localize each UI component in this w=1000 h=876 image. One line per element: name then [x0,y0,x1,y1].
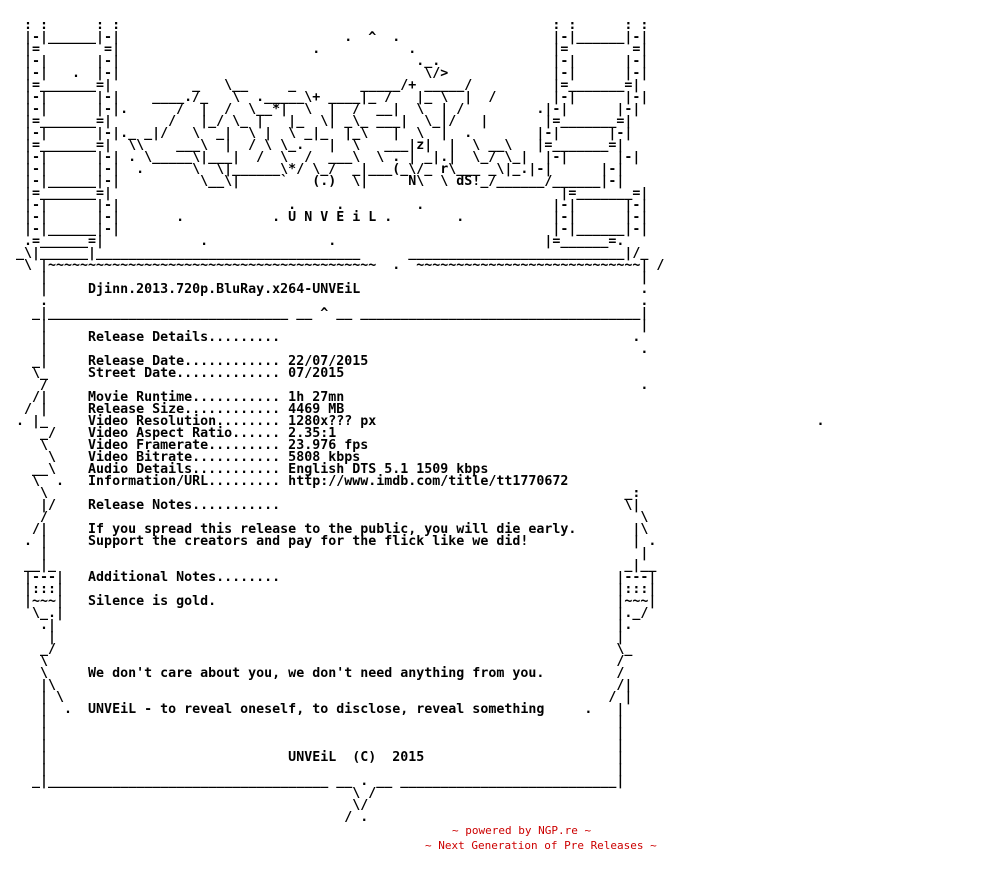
nfo-line: _/ Video Aspect Ratio...... 2.35:1 [16,426,337,441]
nfo-line: /| If you spread this release to the public, you will die early. |\ [16,522,649,537]
nfo-line: |-| |-| . . . |-| |-| [16,198,649,213]
nfo-line: |-| |-| . \ \|______\*/ \_/ _|___(_\/_ r\___ _\|_.|-| |-| [16,162,625,177]
footer-powered-by: ~ powered by NGP.re ~ [452,824,592,837]
nfo-line: |=_______=| \\ ___\ | / \ \_. | \ ___|z| | \ __\ |=_______=| [16,138,625,153]
nfo-line: | . UNVEiL - to reveal oneself, to disclose, reveal something . | [16,702,625,717]
nfo-line: |-| |-|._ _|/ \ _| \ | \ _|_ |_\ | \ | . |-| |-| [16,126,633,141]
nfo-line: \ Video Framerate......... 23.976 fps [16,438,369,453]
nfo-line: | | [16,630,625,645]
nfo-line: \ _: [16,486,641,501]
nfo-line: \/ [16,798,369,813]
nfo-line: | | [16,318,649,333]
nfo-line: | Djinn.2013.720p.BluRay.x264-UNVEiL . [16,282,649,297]
nfo-line: _/ \_ [16,642,633,657]
nfo-line: | Release Details......... . [16,330,641,345]
nfo-line: | | [16,546,649,561]
footer-tagline: ~ Next Generation of Pre Releases ~ [425,839,657,852]
nfo-line: |-|______|-| \__\| ` (.) \| N\ \ dS!_/______/______|-| [16,174,625,189]
nfo-line: |=_______=| |=_______=| [16,186,649,201]
nfo-line: |-|______|-| . ^ . |-|______|-| [16,30,649,45]
nfo-line: | | [16,738,625,753]
nfo-line: |= =| . . |= =| [16,42,649,57]
nfo-line: |~~~| Silence is gold. |~~~| [16,594,657,609]
nfo-line: |-| |-|. / | / \__*| \ | / __| \ | / .|-| |-| [16,102,641,117]
nfo-line: \ / [16,654,625,669]
nfo-line: \ We don't care about you, we don't need anything from you. / [16,666,625,681]
nfo-line: |-| |-| . . U N V E i L . . |-| |-| [16,210,649,225]
nfo-line: | UNVEiL (C) 2015 | [16,750,625,765]
nfo-line: _|______________________________ __ ^ __ ___________________________________| [16,306,649,321]
nfo-line: _| Release Date............ 22/07/2015 [16,354,369,369]
nfo-line: \ / [16,786,377,801]
nfo-line: . |_ Video Resolution........ 1280x??? px . [16,414,825,429]
nfo-line: \_ Street Date............. 07/2015 [16,366,345,381]
nfo-line: / . [16,810,369,825]
nfo-line: \_.| |._/ [16,606,649,621]
nfo-line: __|_ _|__ [16,558,657,573]
nfo-line: . . [16,294,649,309]
nfo-line: |-| |-| ____./_ \ ._____\+ ____|_ / |_ \ | / |-| |-| [16,90,649,105]
nfo-line: . | Support the creators and pay for the flick like we did! | . [16,534,657,549]
nfo-line: | . [16,342,649,357]
nfo-line: | | [16,714,625,729]
nfo-line: |=_______=| _ \__ _ _____/+ _____/ |=_______=| [16,78,641,93]
nfo-line: _\|______|_________________________________ ___________________________|/_ [16,246,649,261]
nfo-line: | \ / | [16,690,633,705]
nfo-line: __\ Audio Details........... English DTS 5.1 1509 kbps [16,462,489,477]
nfo-line: \ Video Bitrate........... 5808 kbps [16,450,361,465]
nfo-line: \ |~~~~~~~~~~~~~~~~~~~~~~~~~~~~~~~~~~~~~~~~~ . ~~~~~~~~~~~~~~~~~~~~~~~~~~~~| / [16,258,665,273]
nfo-line: .| |. [16,618,633,633]
nfo-line: |-| |-| ._. |-| |-| [16,54,649,69]
nfo-line: |-| . |-| \/> |-| |-| [16,66,649,81]
nfo-line: .=______=| . . |=______=. [16,234,625,249]
nfo-line: / | Release Size............ 4469 MB [16,402,345,417]
nfo-line: |/ Release Notes........... \| [16,498,641,513]
nfo-line: |:::| |:::| [16,582,657,597]
nfo-line: | | [16,726,625,741]
nfo-line: |-| |-| . \_____\|___| / \ / ___\ \ . | _|.| \_/ \_| |-| |-| [16,150,641,165]
nfo-line: / . [16,378,649,393]
nfo-line: |---| Additional Notes........ |---| [16,570,657,585]
nfo-line: |-|______|-| |-|______|-| [16,222,649,237]
nfo-line: |=_______=| / |_/ \_ | |_ \| _\_ ___| \_|/ | |=_______=| [16,114,633,129]
nfo-line: /| Movie Runtime........... 1h 27mn [16,390,345,405]
nfo-line: |\ /| [16,678,633,693]
nfo-line: | | [16,270,649,285]
nfo-line: : : : : : : : : [16,18,649,33]
nfo-line: / \ [16,510,649,525]
nfo-line: \ . Information/URL......... http://www.imdb.com/title/tt1770672 [16,474,569,489]
nfo-line: _|___________________________________ __ . __ ___________________________| [16,774,625,789]
nfo-line: | | [16,762,625,777]
